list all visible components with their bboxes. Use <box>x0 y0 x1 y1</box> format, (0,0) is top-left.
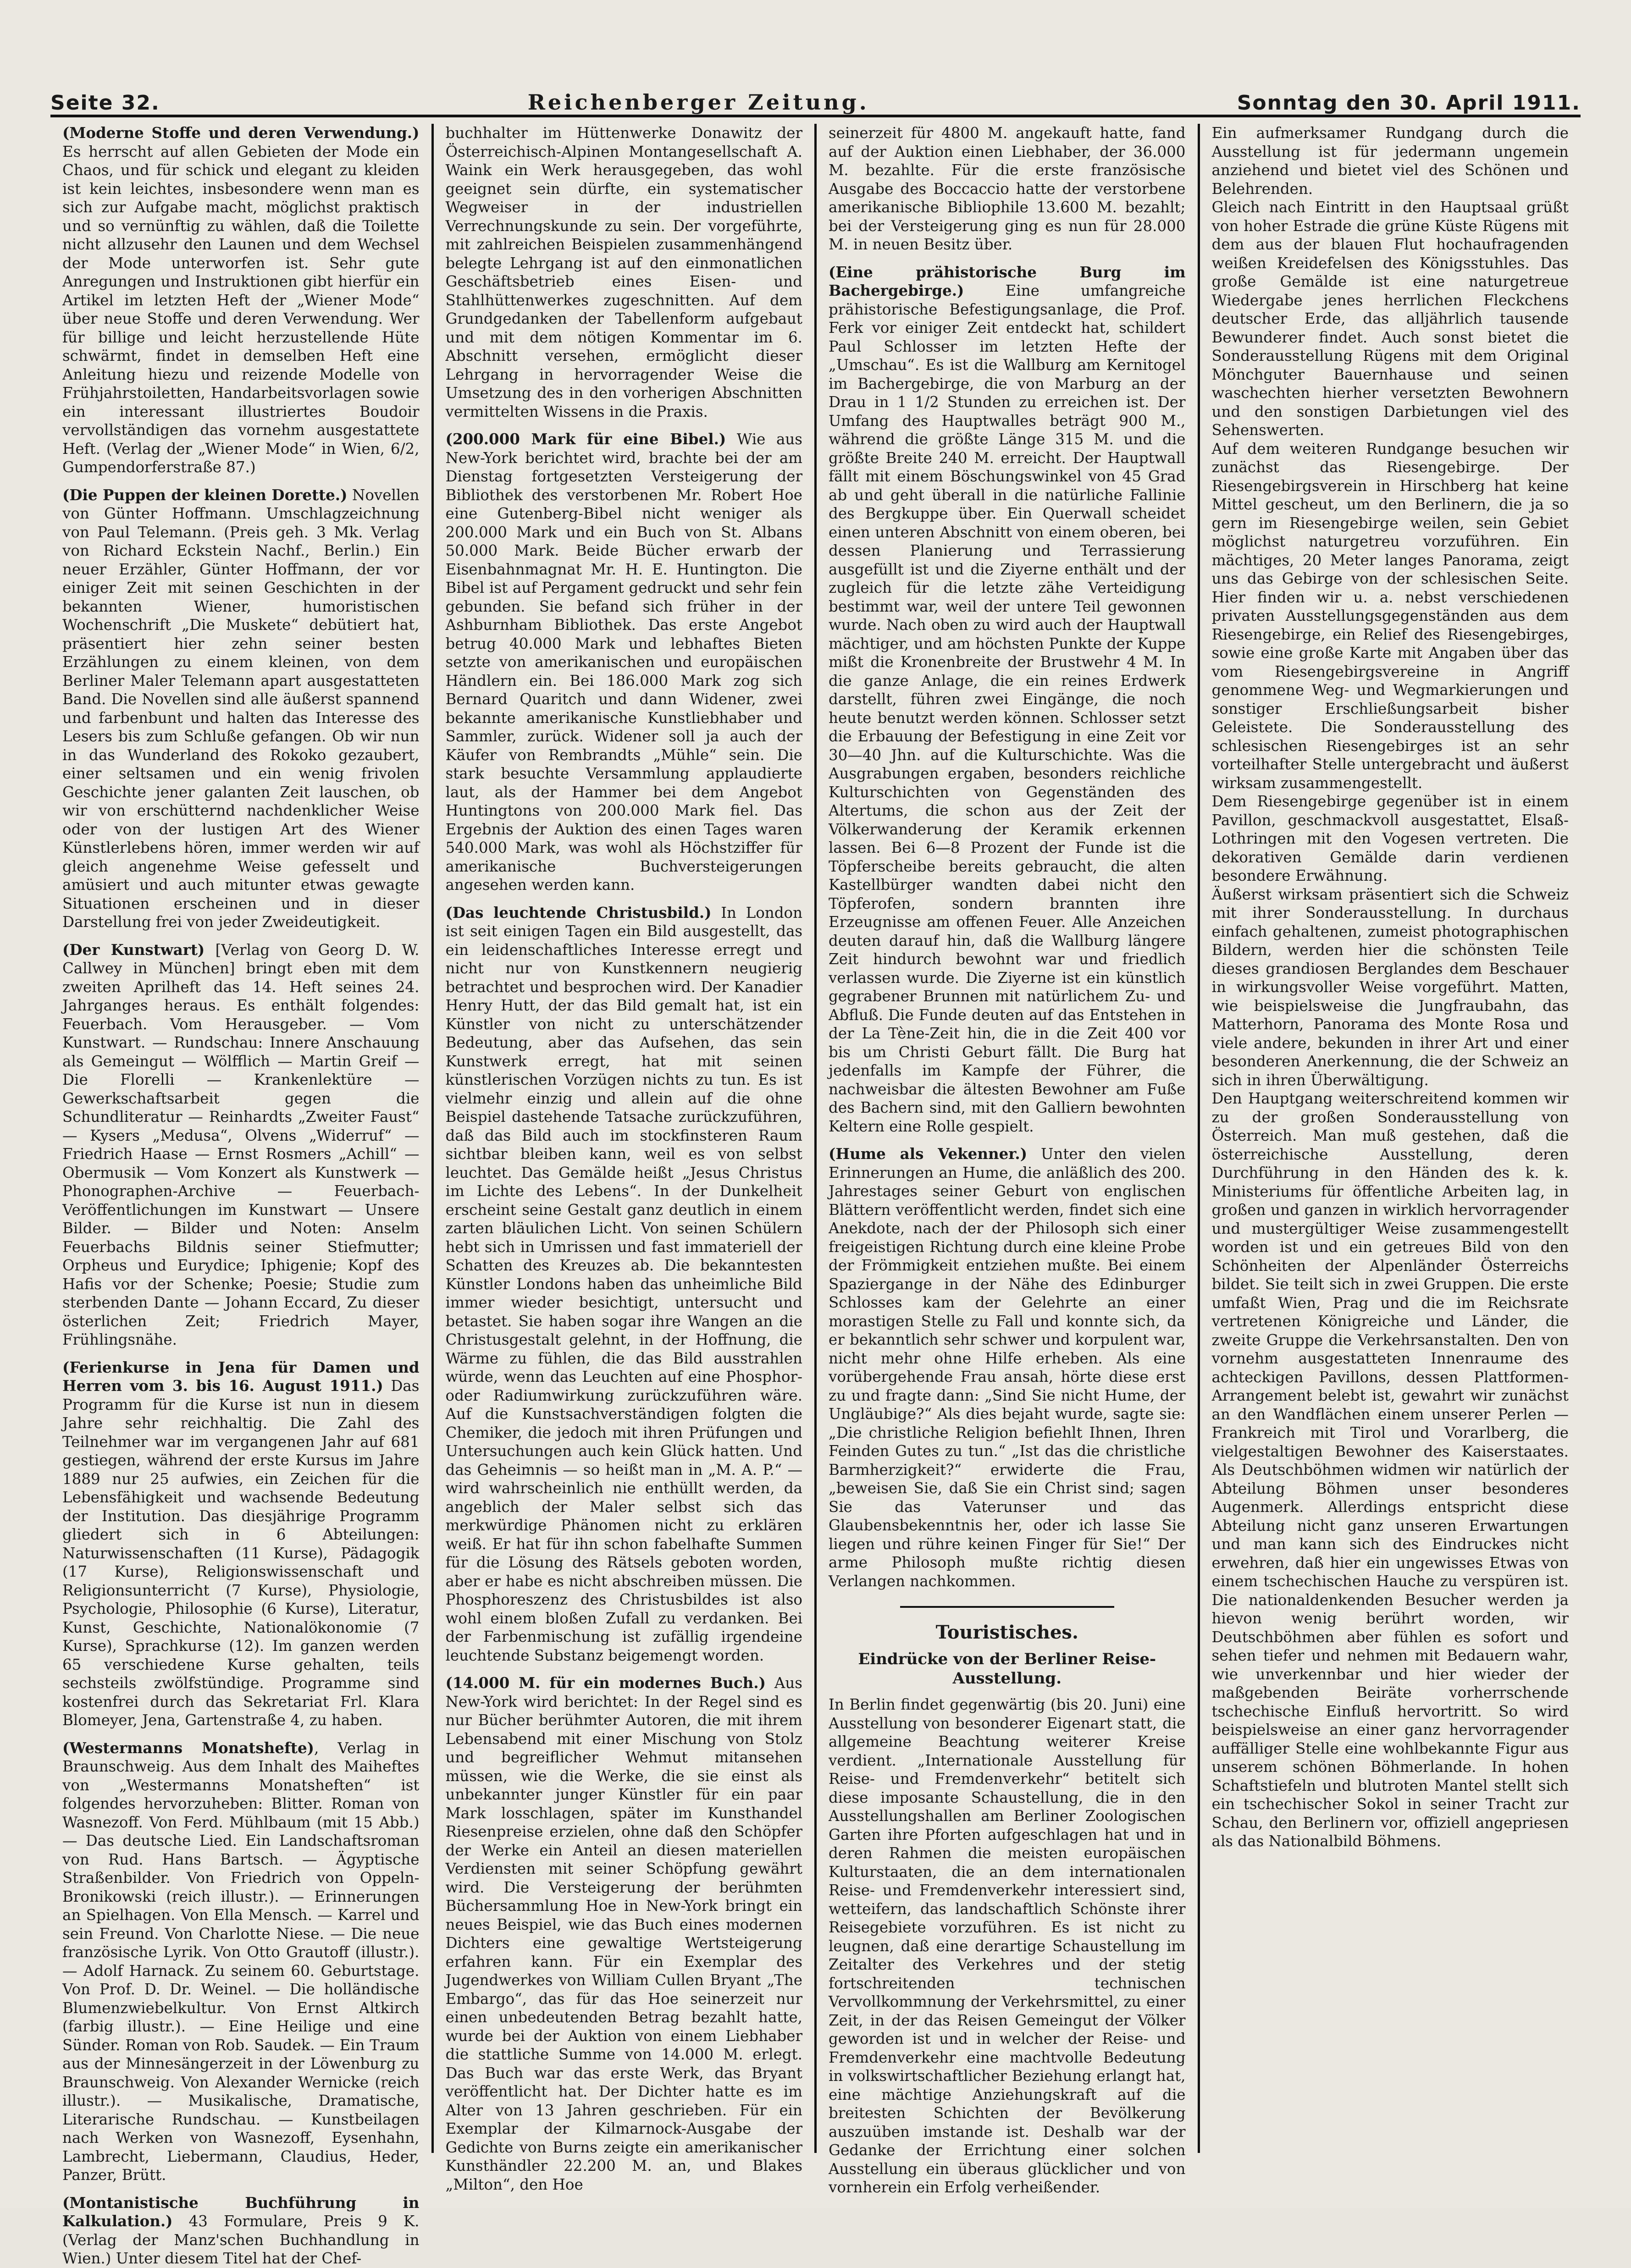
article <box>62 1358 420 1730</box>
paragraph: Den Hauptgang weiterschreitend kommen wir zu der großen Sonderausstellung von Österreich. Man muß gestehen, daß die österreichische Ausstellung, deren Durchführung in den Händen des k. k. Ministeriums für öffentliche Arbeiten lag, in großen und ganzen in wirklich hervorragender und mustergültiger Weise zusammengestellt worden ist und ein getreues Bild von den Schönheiten der Alpenländer Österreichs bildet. Sie teilt sich in zwei Gruppen. Die erste umfaßt Wien, Prag und die im Reichsrate vertretenen Königreiche und Länder, die zweite Gruppe die Verkehrsanstalten. Den von vornehm ausgestatteten Innenraume des achteckigen Pavillons, dessen Plattformen-Arrangement belebt ist, gewahrt wir zunächst an den Wandflächen einem unserer Perlen — Frankreich mit Tirol und Vorarlberg, die vielgestaltigen Bewohner des Kaiserstaates. Als Deutschböhmen widmen wir natürlich der Abteilung Böhmen unser besonderes Augenmerk. Allerdings entspricht diese Abteilung nicht ganz unseren Erwartungen und man kann sich des Eindruckes nicht erwehren, daß hier ein ungewisses Etwas von einem tschechischen Hauche zu verspüren ist. Die nationaldenkenden Besucher werden ja hievon wenig berührt worden, wir Deutschböhmen aber fühlen es sofort und sehen tiefer und nehmen mit Bedauern wahr, wie unverkennbar und hier wieder der maßgebenden Beiräte vorherrschende tschechische Einfluß hervortritt. So wird beispielsweise an einer ganz hervorragender auffälliger Stelle eine wohlbekannte Figur aus unserem schönen Böhmerlande. In hohen Schaftstiefeln und blutroten Mantel stellt sich ein tschechischer Sokol in seiner Tracht zur Schau, den Berlinern vor, offiziell angepriesen als das Nationalbild Böhmens. <box>1211 1090 1569 1850</box>
article-title: (Montanistische Buchführung in Kalkulation.) <box>62 2193 420 2230</box>
article <box>62 1739 420 2185</box>
section-divider <box>900 1606 1114 1608</box>
column-container <box>50 124 1581 2267</box>
article-title: (Ferienkurse in Jena für Damen und Herren vom 3. bis 16. August 1911.) <box>62 1358 420 1395</box>
article-body: Eine umfangreiche prähistorische Befestigungsanlage, die Prof. Ferk vor einiger Zeit entdeckt hat, schildert Paul Schlosser im letzten Hefte der „Umschau“. Es ist die Wallburg am Kernitogel im Bachergebirge, die von Marburg an der Drau in 1 1/2 Stunden zu erreichen ist. Der Umfang des Hauptwalles beträgt 900 M., während die größte Länge 315 M. und die größte Breite 240 M. erreicht. Der Hauptwall fällt mit einem Böschungswinkel von 45 Grad ab und geht überall in die natürliche Fallinie des Bergkuppe über. Ein Querwall scheidet einen unteren Abschnitt von einem oberen, bei dessen Planierung und Terrassierung ausgefüllt ist und die Ziyerne enthält und der zugleich für die letzte zähe Verteidigung bestimmt war, weil der untere Teil gewonnen wurde. Nach oben zu wird auch der Hauptwall mächtiger, und am höchsten Punkte der Kuppe mißt die Kronenbreite der Brustwehr 4 M. In die ganze Anlage, die ein reines Erdwerk darstellt, führen zwei Eingänge, die noch heute benutzt werden können. Schlosser setzt die Erbauung der Befestigung in eine Zeit vor 30—40 Jhn. auf die Kulturschichte. Was die Ausgrabungen ergaben, besonders reichliche Kulturschichten von Gegenständen des Altertums, die schon aus der Zeit der Völkerwanderung der Keramik erkennen lassen. Bei 6—8 Prozent der Funde ist die Töpferscheibe bereits gebraucht, die alten Kastellbürger wandten dabei nicht den Töpferofen, sondern brannten ihre Erzeugnisse am offenen Feuer. Alle Anzeichen deuten darauf hin, daß die Wallburg längere Zeit hindurch bewohnt war und friedlich verlassen wurde. Die Ziyerne ist ein künstlich gegrabener Brunnen mit natürlichem Zu- und Abfluß. Die Funde deuten auf das Entstehen in der La Tène-Zeit hin, die in die Zeit 400 vor bis um Christi Geburt fällt. Die Burg hat jedenfalls im Kampfe der Führer, die nachweisbar die ältesten Bewohner am Fuße des Bachern sind, mit den Galliern bewohnten Keltern eine Rolle gespielt. <box>829 282 1186 1135</box>
article-body: Unter den vielen Erinnerungen an Hume, die anläßlich des 200. Jahrestages seiner Geburt von englischen Blättern veröffentlicht werden, findet sich eine Anekdote, nach der der Philosoph sich einer freigeistigen Richtung durch eine kleine Probe der Frömmigkeit entziehen mußte. Bei einem Spaziergange in der Nähe des Edinburger Schlosses kam der Gelehrte an einer morastigen Stelle zu Fall und konnte sich, da er bekanntlich sehr schwer und korpulent war, nicht mehr ohne Hilfe erheben. Als eine vorübergehende Frau ansah, hörte diese erst zu und fragte dann: „Sind Sie nicht Hume, der Ungläubige?“ Als dies bejaht wurde, sagte sie: „Die christliche Religion befiehlt Ihnen, Ihren Feinden Gutes zu tun.“ „Ist das die christliche Barmherzigkeit?“ erwiderte die Frau, „beweisen Sie, daß Sie ein Christ sind; sagen Sie das Vaterunser und das Glaubensbekenntnis her, oder ich lasse Sie liegen und rühre keinen Finger für Sie!“ Der arme Philosoph mußte richtig diesen Verlangen nachkommen. <box>829 1145 1186 1590</box>
article-body: , Verlag in Braunschweig. Aus dem Inhalt des Maiheftes von „Westermanns Monatsheften“ ist folgendes hervorzuheben: Blitter. Roman von Wasnezoff. Von Ferd. Mühlbaum (mit 15 Abb.) — Das deutsche Lied. Ein Landschaftsroman von Rud. Hans Bartsch. — Ägyptische Straßenbilder. Von Friedrich von Oppeln-Bronikowski (reich illustr.). — Erinnerungen an Spielhagen. Von Ella Mensch. — Karrel und sein Freund. Von Charlotte Niese. — Die neue französische Lyrik. Von Otto Grautoff (illustr.). — Adolf Harnack. Zu seinem 60. Geburtstage. Von Prof. D. Dr. Weinel. — Die holländische Blumenzwiebelkultur. Von Ernst Altkirch (farbig illustr.). — Eine Heilige und eine Sünder. Roman von Rob. Saudek. — Ein Traum aus der Minnesängerzeit in der Löwenburg zu Braunschweig. Von Alexander Wernicke (reich illustr.). — Musikalische, Dramatische, Literarische Rundschau. — Kunstbeilagen nach Werken von Wasnezoff, Eysenhahn, Lambrecht, Liebermann, Claudius, Heder, Panzer, Brütt. <box>62 1739 420 2184</box>
article-body: buchhalter im Hüttenwerke Donawitz der Österreichisch-Alpinen Montangesellschaft A. Waink ein Werk herausgegeben, das wohl geeignet sein dürfte, ein systematischer Wegweiser in der industriellen Verrechnungskunde zu sein. Der vorgeführte, mit zahlreichen Beispielen zusammenhängend belegte Lehrgang ist auf den einmonatlichen Geschäftsbetrieb eines Eisen- und Stahlhüttenwerkes zugeschnitten. Auf dem Grundgedanken der Tabellenform aufgebaut und mit dem nötigen Kommentar im 6. Abschnitt versehen, ermöglicht dieser Lehrgang in hervorragender Weise die Umsetzung des in den vorherigen Abschnitten vermittelten Wissens in die Praxis. <box>445 124 802 420</box>
article <box>446 1674 803 2194</box>
article <box>62 2194 420 2268</box>
page-number: Seite 32. <box>50 91 160 115</box>
article <box>829 263 1186 1136</box>
article-title: (Der Kunstwart) <box>62 940 205 959</box>
paragraph: Dem Riesengebirge gegenüber ist in einem Pavillon, geschmackvoll ausgestattet, Elsaß-Lothringen mit den Vogesen vertreten. Die dekorativen Gemälde darin verdienen besondere Erwähnung. <box>1211 793 1569 884</box>
article-title: (Moderne Stoffe und deren Verwendung.) <box>62 124 420 142</box>
paragraph: Auf dem weiteren Rundgange besuchen wir zunächst das Riesengebirge. Der Riesengebirgsverein in Hirschberg hat keine Mittel gescheut, um den Berlinern, die ja so gern im Riesengebirge weilen, sein Gebiet möglichst naturgetreu vorzuführen. Ein mächtiges, 20 Meter langes Panorama, zeigt uns das Gebirge von der schlesischen Seite. Hier finden wir u. a. nebst verschiedenen privaten Ausstellungsgegenständen aus dem Riesengebirge, ein Relief des Riesengebirges, sowie eine große Karte mit Angaben über das vom Riesengebirgsvereine in Angriff genommene Weg- und Wegmarkierungen und sonstiger Erschließungsarbeit bisher Geleistete. Die Sonderausstellung des schlesischen Riesengebirges ist an sehr vorteilhafter Stelle untergebracht und äußerst wirksam zusammengestellt. <box>1211 440 1569 792</box>
paragraph: Äußerst wirksam präsentiert sich die Schweiz mit ihrer Sonderausstellung. In durchaus einfach gehaltenen, zumeist photographischen Bildern, werden hier die schönsten Teile dieses grandiosen Berglandes dem Beschauer in wirkungsvoller Weise vorgeführt. Matten, wie beispielsweise die Jungfraubahn, das Matterhorn, Panorama des Monte Rosa und viele andere, bekunden in ihrer Art und einer besonderen Anerkennung, die der Schweiz an sich in ihren Überwältigung. <box>1211 885 1569 1089</box>
article-body: Aus New-York wird berichtet: In der Regel sind es nur Bücher berühmter Autoren, die mit ihrem Lebensabend mit einer Mischung von Stolz und begreiflicher Wehmut mitansehen müssen, wie die Werke, die sie einst als unbekannter junger Künstler für ein paar Mark losschlagen, später im Kunsthandel Riesenpreise erzielen, ohne daß den Schöpfer der Werke ein Anteil an diesen materiellen Verdiensten mit seiner Schöpfung gewährt wird. Die Versteigerung der berühmten Büchersammlung Hoe in New-York bringt ein neues Beispiel, wie das Buch eines modernen Dichters eine gewaltige Wertsteigerung erfahren kann. Für ein Exemplar des Jugendwerkes von William Cullen Bryant „The Embargo“, das für das Hoe seinerzeit nur einen unbedeutenden Betrag bezahlt hatte, wurde bei der Auktion von einem Liebhaber die stattliche Summe von 14.000 M. erlegt. Das Buch war das erste Werk, das Bryant veröffentlicht hat. Der Dichter hatte es im Alter von 13 Jahren geschrieben. Für ein Exemplar der Kilmarnock-Ausgabe der Gedichte von Burns zeigte ein amerikanischer Kunsthändler 22.200 M. an, und Blakes „Milton“, den Hoe <box>445 1674 802 2193</box>
masthead: Reichenberger Zeitung. <box>527 90 869 115</box>
article-title: (Das leuchtende Christusbild.) <box>445 903 712 922</box>
article-body: Es herrscht auf allen Gebieten der Mode ein Chaos, und für schick und elegant zu kleiden ist kein leichtes, insbesondere wenn man es sich zur Aufgabe macht, möglichst praktisch und so vernünftig zu wählen, daß die Toilette nicht allzusehr den Launen und dem Wechsel der Mode unterworfen ist. Sehr gute Anregungen und Instruktionen gibt hierfür ein Artikel im letzten Heft der „Wiener Mode“ über neue Stoffe und deren Verwendung. Wer für billige und leicht herzustellende Hüte schwärmt, findet in demselben Heft eine Anleitung hiezu und reizende Modelle von Frühjahrstoiletten, Handarbeitsvorlagen sowie ein interessant illustriertes Boudoir vervollständigen das vornehm ausgestattete Heft. (Verlag der „Wiener Mode“ in Wien, 6/2, Gumpendorferstraße 87.) <box>62 143 420 476</box>
article <box>62 124 420 477</box>
article-body: In Berlin findet gegenwärtig (bis 20. Juni) eine Ausstellung von besonderer Eigenart statt, die allgemeine Beachtung weiterer Kreise verdient. „Internationale Ausstellung für Reise- und Fremdenverkehr“ betitelt sich diese imposante Schaustellung, die in den Ausstellungshallen am Berliner Zoologischen Garten ihre Pforten aufgeschlagen hat und in deren Rahmen die meisten europäischen Kulturstaaten, die an dem internationalen Reise- und Fremdenverkehr interessiert sind, wetteifern, das landschaftlich Schönste ihrer Reisegebiete vorzuführen. Es ist nicht zu leugnen, daß eine derartige Schaustellung im Zeitalter des Verkehres und der stetig fortschreitenden technischen Vervollkommnung der Verkehrsmittel, zu einer Zeit, in der das Reisen Gemeingut der Völker geworden ist und in welcher der Reise- und Fremdenverkehr eine machtvolle Bedeutung in volkswirtschaftlicher Beziehung erlangt hat, eine mächtige Anziehungskraft auf die breitesten Schichten der Bevölkerung auszuüben imstande ist. Deshalb war der Gedanke der Errichtung einer solchen Ausstellung ein überaus glücklicher und von vornherein ein Erfolg verheißender. <box>829 1696 1186 2196</box>
article <box>446 430 803 894</box>
section-subtitle: Eindrücke von der Berliner Reise-Ausstellung. <box>858 1650 1156 1688</box>
paragraph: Gleich nach Eintritt in den Hauptsaal grüßt von hoher Estrade die grüne Küste Rügens mit dem aus der blauen Flut hochaufragenden weißen Kreidefelsen des Königsstuhles. Das große Gemälde ist eine naturgetreue Wiedergabe jenes herrlichen Fleckchens deutscher Erde, das alljährlich tausende Bewunderer findet. Auch sonst bietet die Sonderausstellung Rügens mit dem Original Mönchguter Bauernhause und seinen waschechten hierher versetzten Bewohnern und den sonstigen Darbietungen viel des Sehenswerten. <box>1211 199 1569 439</box>
article-body: Novellen von Günter Hoffmann. Umschlagzeichnung von Paul Telemann. (Preis geh. 3 Mk. Verlag von Richard Eckstein Nachf., Berlin.) Ein neuer Erzähler, Günter Hoffmann, der vor einiger Zeit mit seinen Geschichten in der bekannten Wiener, humoristischen Wochenschrift „Die Muskete“ debütiert hat, präsentiert hier zehn seiner besten Erzählungen zu einem kleinen, von dem Berliner Maler Telemann apart ausgestatteten Band. Die Novellen sind alle äußerst spannend und farbenbunt und halten das Interesse des Lesers bis zum Schluße gefangen. Ob wir nun in das Wunderland des Rokoko gezaubert, einer seltsamen und ein wenig frivolen Geschichte jener galanten Zeit lauschen, ob wir von erschütternd nachdenklicher Weise oder von der lustigen Art des Wiener Künstlerlebens hören, immer werden wir auf gleich angenehme Weise gefesselt und amüsiert und auch mitunter etwas gewagte Situationen erscheinen und in dieser Darstellung frei von jeder Zweideutigkeit. <box>62 486 420 931</box>
article-title: (200.000 Mark für eine Bibel.) <box>445 430 726 448</box>
article-body: Das Programm für die Kurse ist nun in diesem Jahre sehr reichhaltig. Die Zahl des Teilnehmer war im vergangenen Jahr auf 681 gestiegen, während der erste Kursus im Jahre 1889 nur 25 aufwies, ein Zeichen für die Lebensfähigkeit und wachsende Bedeutung der Institution. Das diesjährige Programm gliedert sich in 6 Abteilungen: Naturwissenschaften (11 Kurse), Pädagogik (17 Kurse), Religionswissenschaft und Religionsunterricht (7 Kurse), Physiologie, Psychologie, Philosophie (6 Kurse), Literatur, Kunst, Geschichte, Nationalökonomie (7 Kurse), Sprachkurse (12). Im ganzen werden 65 verschiedene Kurse gehalten, teils sechsteils zwölfstündige. Programme sind kostenfrei durch das Sekretariat Frl. Klara Blomeyer, Jena, Gartenstraße 4, zu haben. <box>62 1377 420 1729</box>
article-body: Wie aus New-York berichtet wird, brachte bei der am Dienstag fortgesetzten Versteigerung der Bibliothek des verstorbenen Mr. Robert Hoe eine Gutenberg-Bibel nicht weniger als 200.000 Mark und ein Buch von St. Albans 50.000 Mark. Beide Bücher erwarb der Eisenbahnmagnat Mr. H. E. Huntington. Die Bibel ist auf Pergament gedruckt und sehr fein gebunden. Sie befand sich früher in der Ashburnham Bibliothek. Das erste Angebot betrug 40.000 Mark und lebhaftes Bieten setzte von amerikanischen und europäischen Händlern ein. Bei 186.000 Mark zog sich Bernard Quaritch und dann Widener, zwei bekannte amerikanische Kunstliebhaber und Sammler, zurück. Widener soll ja auch der Käufer von Rembrandts „Mühle“ sein. Die stark besuchte Versammlung applaudierte laut, als der Hammer bei dem Angebot Huntingtons von 200.000 Mark fiel. Das Ergebnis der Auktion des einen Tages waren 540.000 Mark, was wohl als Höchstziffer für amerikanische Buchversteigerungen angesehen werden kann. <box>445 430 802 894</box>
article <box>829 124 1186 254</box>
column-2 <box>434 124 817 2193</box>
article <box>1212 124 1569 1851</box>
article <box>446 124 803 421</box>
section-title: Touristisches. <box>935 1622 1078 1643</box>
article <box>446 904 803 1665</box>
article-title: (Westermanns Monatshefte) <box>62 1738 315 1757</box>
article-body: 43 Formulare, Preis 9 K. (Verlag der Manz'schen Buchhandlung in Wien.) Unter diesem Titel hat der Chef- <box>62 2213 420 2267</box>
issue-date: Sonntag den 30. April 1911. <box>1237 91 1581 115</box>
article-title: (Die Puppen der kleinen Dorette.) <box>62 486 348 504</box>
article <box>829 1695 1186 2197</box>
article-title: (Eine prähistorische Burg im Bachergebirge.) <box>829 263 1186 299</box>
article <box>829 1145 1186 1590</box>
article-title: (Hume als Vekenner.) <box>829 1145 1028 1163</box>
article-body: [Verlag von Georg D. W. Callwey in München] bringt eben mit dem zweiten Aprilheft das 14. Heft seines 24. Jahrganges heraus. Es enthält folgendes: Feuerbach. Vom Herausgeber. — Vom Kunstwart. — Rundschau: Innere Anschauung als Gemeingut — Wölfflich — Martin Greif — Die Florelli — Krankenlektüre — Gewerkschaftsarbeit gegen die Schundliteratur — Reinhardts „Zweiter Faust“ — Kysers „Medusa“, Olvens „Widerruf“ — Friedrich Haase — Ernst Rosmers „Achill“ — Obermusik — Vom Konzert als Kunstwerk — Phonographen-Archive — Feuerbach-Veröffentlichungen im Kunstwart — Unsere Bilder. — Bilder und Noten: Anselm Feuerbachs Bildnis seiner Stiefmutter; Orpheus und Eurydice; Iphigenie; Kopf des Hafis vor der Schenke; Poesie; Studie zum sterbenden Dante — Johann Eccard, Zu dieser österlichen Zeit; Friedrich Mayer, Frühlingsnähe. <box>62 941 420 1348</box>
article <box>62 486 420 932</box>
paragraph: Ein aufmerksamer Rundgang durch die Ausstellung ist für jedermann ungemein anziehend und bietet viel des Schönen und Belehrenden. <box>1211 124 1569 198</box>
article-body: In London ist seit einigen Tagen ein Bild ausgestellt, das ein leidenschaftliches Interesse erregt und nicht nur von Kunstkennern neugierig betrachtet und besprochen wird. Der Kanadier Henry Hutt, der das Bild gemalt hat, ist ein Künstler von nicht zu unterschätzender Bedeutung, aber das Aufsehen, das sein Kunstwerk erregt, hat mit seinen künstlerischen Vorzügen nichts zu tun. Es ist vielmehr einzig und allein auf die ohne Beispiel dastehende Tatsache zurückzuführen, daß das Bild auch im stockfinsteren Raum sichtbar bleiben kann, weil es von selbst leuchtet. Das Gemälde heißt „Jesus Christus im Lichte des Lebens“. In der Dunkelheit erscheint seine Gestalt ganz deutlich in einem zarten bläulichen Licht. Von seinen Schülern hebt sich in Umrissen und fast immateriell der Schatten des Kreuzes ab. Die bekanntesten Künstler Londons haben das unheimliche Bild immer wieder besichtigt, untersucht und betastet. Sie haben sogar ihre Wangen an die Christusgestalt gelehnt, in der Hoffnung, die Wärme zu fühlen, die das Bild ausstrahlen würde, wenn das Leuchten auf eine Phosphor- oder Radiumwirkung zurückzuführen wäre. Auf die Kunstsachverständigen folgten die Chemiker, die jedoch mit ihren Prüfungen und Untersuchungen auch kein Glück hatten. Und das Geheimnis — so heißt man in „M. A. P.“ — wird wahrscheinlich nie enthüllt werden, da angeblich der Maler selbst sich das merkwürdige Phänomen nicht zu erklären weiß. Er hat für ihn schon fabelhafte Summen für die Lösung des Rätsels geboten worden, aber er habe es nicht abschreiben müssen. Die Phosphoreszenz des Christusbildes ist also wohl einem bloßen Zufall zu verdanken. Bei der Farbenmischung ist zufällig irgendeine leuchtende Substanz beigemengt worden. <box>445 904 802 1664</box>
page-header <box>50 82 1581 117</box>
column-3 <box>817 124 1200 2196</box>
article-title: (14.000 M. für ein modernes Buch.) <box>445 1674 766 1692</box>
column-1 <box>50 124 434 2267</box>
column-4 <box>1200 124 1581 2153</box>
article-body: seinerzeit für 4800 M. angekauft hatte, fand auf der Auktion einen Liebhaber, der 36.000 M. bezahlte. Für die erste französische Ausgabe des Boccaccio hatte der verstorbene amerikanische Bibliophile 13.600 M. bezahlt; bei der Versteigerung ging es nun für 28.000 M. in neuen Besitz über. <box>829 124 1186 253</box>
article <box>62 941 420 1349</box>
